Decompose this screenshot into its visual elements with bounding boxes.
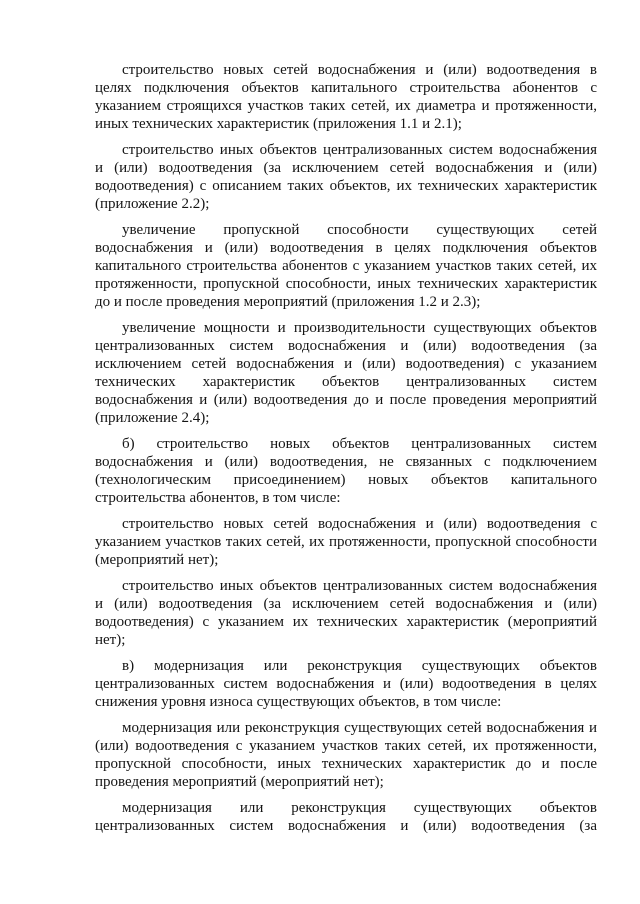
text-line: увеличение пропускной способности существующих сетей [122, 222, 597, 238]
paragraph-7 [95, 577, 597, 649]
text-line: указанием строящихся участков таких сетей, их диаметра и протяженности, [95, 98, 597, 114]
paragraph-4 [95, 319, 597, 427]
document-body [95, 61, 597, 835]
paragraph-1 [95, 61, 597, 133]
text-line: технических характеристик объектов централизованных систем [95, 374, 597, 390]
text-line: целях подключения объектов капитального строительства абонентов с [95, 80, 597, 96]
paragraph-9 [95, 719, 597, 791]
text-line: капитального строительства абонентов с указанием участков таких сетей, их [95, 258, 597, 274]
text-line: в) модернизация или реконструкция существующих объектов [122, 658, 597, 674]
text-line: водоснабжения и (или) водоотведения в целях подключения объектов [95, 240, 597, 256]
text-line: строительство иных объектов централизованных систем водоснабжения [122, 142, 597, 158]
text-line: водоснабжения и (или) водоотведения, не связанных с подключением [95, 454, 597, 470]
text-line: водоотведения) с указанием их технических характеристик (мероприятий [95, 614, 597, 630]
text-line: увеличение мощности и производительности существующих объектов [122, 320, 597, 336]
text-line: (приложение 2.4); [95, 410, 210, 426]
text-line: централизованных систем водоснабжения и (или) водоотведения (за [95, 338, 597, 354]
text-line: (мероприятий нет); [95, 552, 219, 568]
text-line: и (или) водоотведения (за исключением сетей водоснабжения и (или) [95, 596, 597, 612]
text-line: централизованных систем водоснабжения и (или) водоотведения (за [95, 818, 597, 834]
text-line: пропускной способности, иных технических характеристик до и после [95, 756, 597, 772]
text-line: водоотведения) с описанием таких объектов, их технических характеристик [95, 178, 597, 194]
text-line: протяженности, пропускной способности, иных технических характеристик [95, 276, 597, 292]
text-line: до и после проведения мероприятий (приложения 1.2 и 2.3); [95, 294, 481, 310]
text-line: строительство новых сетей водоснабжения и (или) водоотведения в [122, 62, 597, 78]
text-line: исключением сетей водоснабжения и (или) водоотведения) с указанием [95, 356, 597, 372]
text-line: (или) водоотведения с указанием участков таких сетей, их протяженности, [95, 738, 597, 754]
paragraph-5 [95, 435, 597, 507]
text-line: водоснабжения и (или) водоотведения до и после проведения мероприятий [95, 392, 597, 408]
text-line: (приложение 2.2); [95, 196, 210, 212]
text-line: (технологическим присоединением) новых объектов капитального [95, 472, 597, 488]
text-line: и (или) водоотведения (за исключением сетей водоснабжения и (или) [95, 160, 597, 176]
paragraph-10 [95, 799, 597, 835]
text-line: б) строительство новых объектов централизованных систем [122, 436, 597, 452]
text-line: иных технических характеристик (приложения 1.1 и 2.1); [95, 116, 462, 132]
text-line: снижения уровня износа существующих объектов, в том числе: [95, 694, 502, 710]
text-line: строительство иных объектов централизованных систем водоснабжения [122, 578, 597, 594]
paragraph-3 [95, 221, 597, 311]
paragraph-6 [95, 515, 597, 569]
text-line: модернизация или реконструкция существующих сетей водоснабжения и [122, 720, 597, 736]
text-line: строительство новых сетей водоснабжения и (или) водоотведения с [122, 516, 597, 532]
text-line: указанием участков таких сетей, их протяженности, пропускной способности [95, 534, 597, 550]
text-line: проведения мероприятий (мероприятий нет); [95, 774, 384, 790]
text-line: нет); [95, 632, 126, 648]
paragraph-2 [95, 141, 597, 213]
text-line: централизованных систем водоснабжения и (или) водоотведения в целях [95, 676, 597, 692]
text-line: строительства абонентов, в том числе: [95, 490, 341, 506]
paragraph-8 [95, 657, 597, 711]
text-line: модернизация или реконструкция существующих объектов [122, 800, 597, 816]
